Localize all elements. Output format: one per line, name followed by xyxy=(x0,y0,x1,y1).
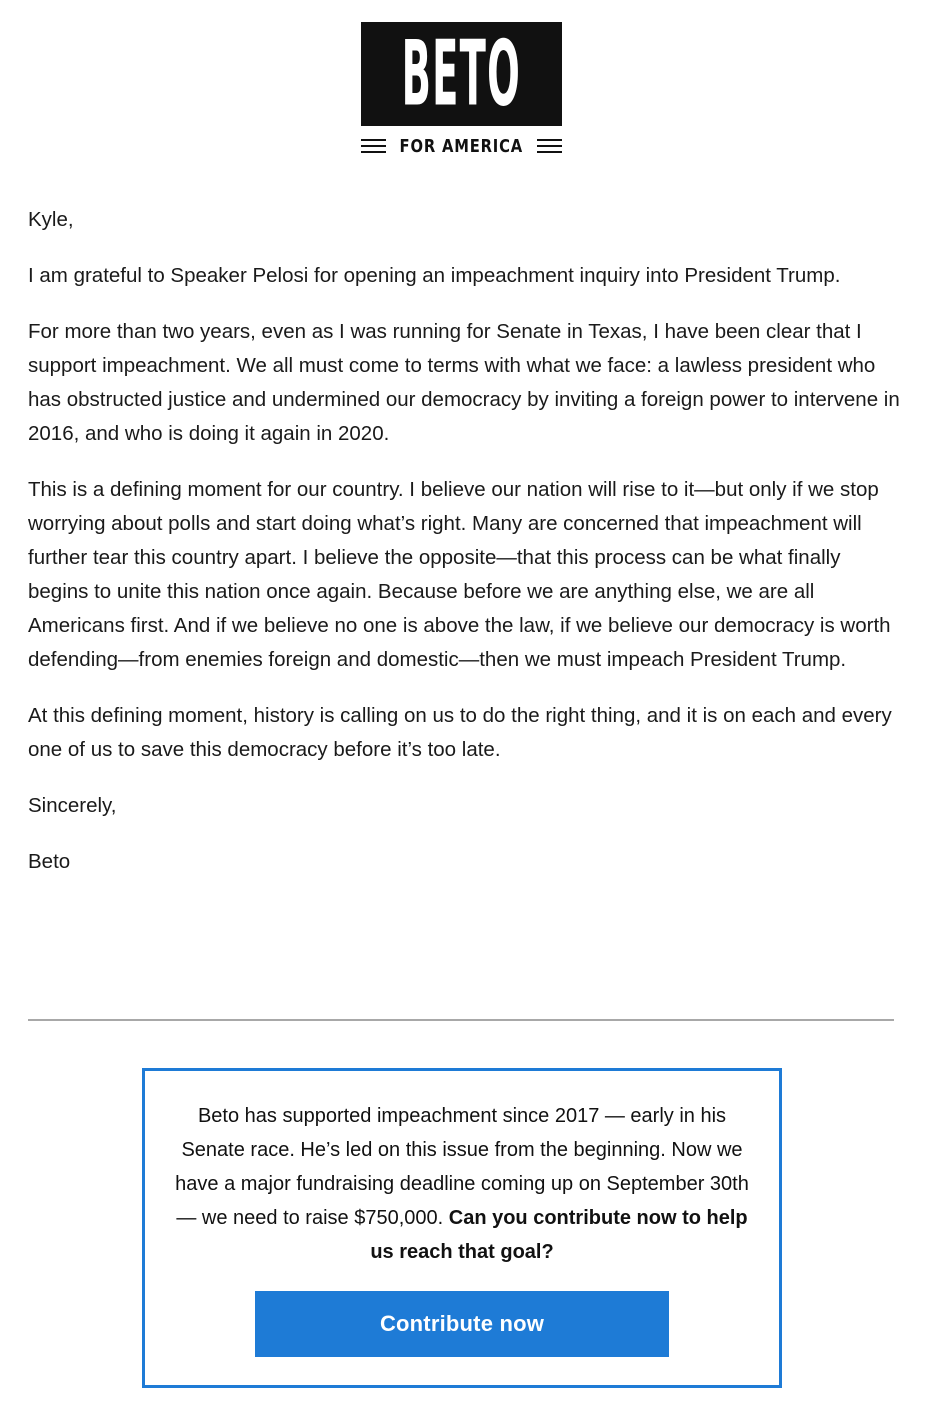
contribute-now-button[interactable]: Contribute now xyxy=(255,1291,669,1357)
letter-paragraph-2: For more than two years, even as I was running for Senate in Texas, I have been clear that I support impeachment. We all must come to terms with what we face: a lawless president who has obstructed justice and undermined our democracy by inviting a foreign power to intervene in 2016, and who is doing it again in 2020. xyxy=(28,320,900,445)
letter-paragraph-1: I am grateful to Speaker Pelosi for opening an impeachment inquiry into President Trump. xyxy=(28,264,841,287)
logo-subline xyxy=(361,134,562,158)
letter-greeting: Kyle, xyxy=(28,208,74,231)
letter-paragraph-3: This is a defining moment for our country. I believe our nation will rise to it—but only if we stop worrying about polls and start doing what’s right. Many are concerned that impeachment will further tear this country apart. I believe the opposite—that this process can be what finally begins to unite this nation once again. Because before we are anything else, we are all Americans first. And if we believe no one is above the law, if we believe our democracy is worth defending—from enemies foreign and domestic—then we must impeach President Trump. xyxy=(28,478,891,671)
logo-tagline: FOR AMERICA xyxy=(399,135,524,157)
letter-body xyxy=(28,203,902,901)
logo-right-lines xyxy=(537,139,562,153)
letter-signature: Beto xyxy=(28,850,71,873)
letter-paragraph-4: At this defining moment, history is calling on us to do the right thing, and it is on each and every one of us to save this democracy before it’s too late. xyxy=(28,704,892,761)
section-divider xyxy=(28,1019,894,1021)
letter-closing: Sincerely, xyxy=(28,794,117,817)
callout-body-text: Beto has supported impeachment since 2017 — early in his Senate race. He’s led on this issue from the beginning. Now we have a major fundraising deadline coming up on September 30th — we need to raise $750,000. xyxy=(175,1105,749,1229)
logo-wordmark: BETO xyxy=(401,22,522,126)
fundraising-callout xyxy=(142,1068,782,1388)
callout-bold-question: Can you contribute now to help us reach that goal? xyxy=(370,1207,748,1263)
logo-box xyxy=(361,22,562,126)
beto-for-america-logo xyxy=(361,22,562,158)
callout-text xyxy=(175,1099,749,1269)
logo-left-lines xyxy=(361,139,386,153)
